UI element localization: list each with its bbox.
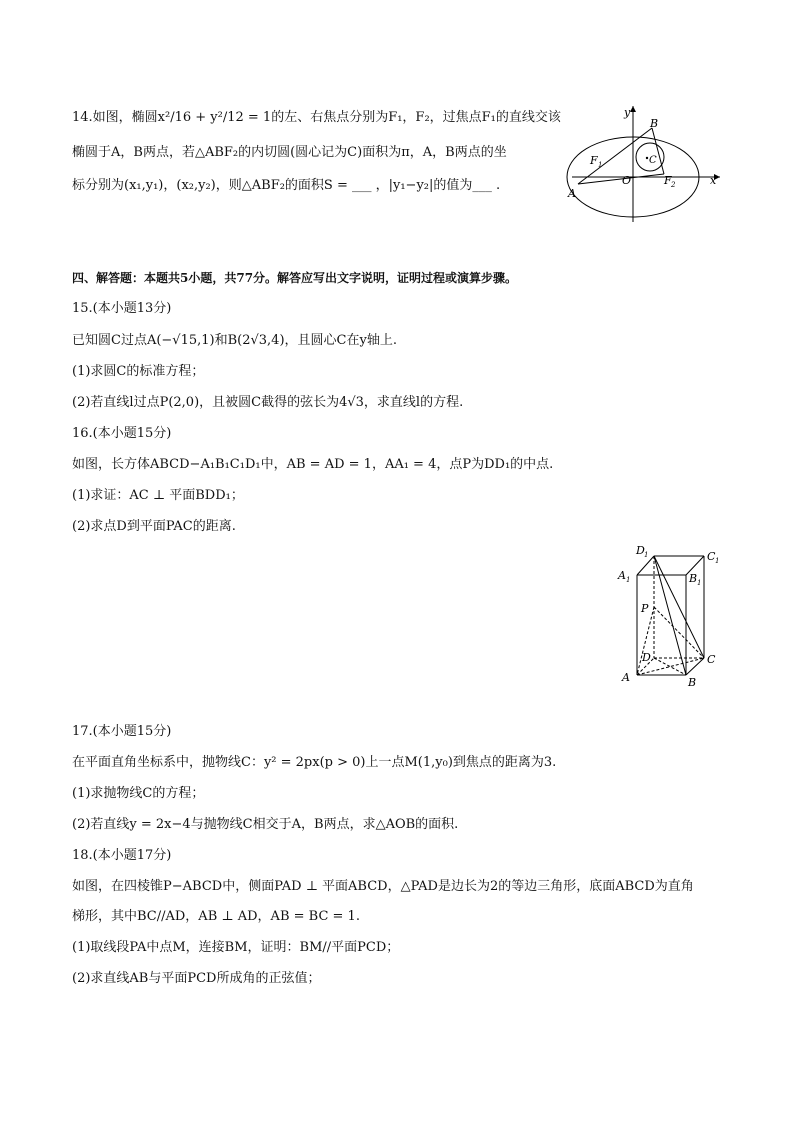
- label-a1-sub: 1: [626, 576, 631, 584]
- label-center-c: C: [649, 155, 657, 166]
- cuboid-figure: [612, 540, 727, 690]
- q17-part-1: (1)求抛物线C的方程；: [72, 786, 205, 801]
- label-p: P: [641, 602, 649, 615]
- ellipse-figure: [560, 100, 730, 225]
- label-d1-sub: 1: [644, 551, 649, 559]
- q15-title: 15.(本小题13分): [72, 301, 172, 316]
- label-c: C: [707, 653, 716, 666]
- label-x-axis: x: [710, 174, 717, 187]
- label-point-b: B: [650, 117, 659, 130]
- q18-stem-line-1: 如图，在四棱锥P−ABCD中，侧面PAD ⊥ 平面ABCD，△PAD是边长为2的等边三角形，底面ABCD为直角: [72, 879, 694, 894]
- q15-part-2: (2)若直线l过点P(2,0)，且被圆C截得的弦长为4√3，求直线l的方程.: [72, 395, 464, 410]
- label-c1-sub: 1: [715, 557, 720, 565]
- label-a: A: [622, 671, 630, 684]
- q18-part-1: (1)取线段PA中点M，连接BM，证明：BM//平面PCD；: [72, 940, 400, 955]
- q14-line-1: 14.如图，椭圆x²/16 + y²/12 = 1的左、右焦点分别为F₁，F₂，过焦点F₁的直线交该: [72, 110, 561, 125]
- label-b1: B: [689, 572, 698, 585]
- label-f2-sub: 2: [671, 181, 676, 189]
- q14-line-3: 标分别为(x₁,y₁)，(x₂,y₂)，则△ABF₂的面积S = ___ ，|y₁−y₂|的值为___ .: [72, 178, 501, 193]
- label-b1-sub: 1: [697, 579, 702, 587]
- q15-part-1: (1)求圆C的标准方程；: [72, 364, 205, 379]
- q16-title: 16.(本小题15分): [72, 426, 172, 441]
- label-d1: D: [636, 544, 645, 557]
- q15-stem: 已知圆C过点A(−√15,1)和B(2√3,4)，且圆心C在y轴上.: [72, 333, 397, 348]
- label-f1-sub: 1: [598, 161, 603, 169]
- label-y-axis: y: [624, 106, 631, 119]
- label-b: B: [688, 676, 697, 689]
- q17-title: 17.(本小题15分): [72, 724, 172, 739]
- label-a1: A: [618, 569, 626, 582]
- label-point-a: A: [568, 187, 576, 200]
- label-d: D: [642, 651, 651, 664]
- q18-stem-line-2: 梯形，其中BC//AD，AB ⊥ AD，AB = BC = 1.: [72, 909, 360, 924]
- label-c1: C: [707, 550, 716, 563]
- q17-stem: 在平面直角坐标系中，抛物线C：y² = 2px(p > 0)上一点M(1,y₀)到焦点的距离为3.: [72, 755, 557, 770]
- q17-part-2: (2)若直线y = 2x−4与抛物线C相交于A，B两点，求△AOB的面积.: [72, 817, 459, 832]
- q18-part-2: (2)求直线AB与平面PCD所成角的正弦值；: [72, 971, 321, 986]
- section-4-heading: 四、解答题：本题共5小题，共77分。解答应写出文字说明，证明过程或演算步骤。: [72, 271, 518, 285]
- q16-stem: 如图，长方体ABCD−A₁B₁C₁D₁中，AB = AD = 1，AA₁ = 4，点P为DD₁的中点.: [72, 457, 554, 472]
- label-origin: O: [622, 174, 632, 187]
- label-f2: F: [664, 174, 672, 187]
- q16-part-2: (2)求点D到平面PAC的距离.: [72, 519, 236, 534]
- q18-title: 18.(本小题17分): [72, 848, 172, 863]
- q14-line-2: 椭圆于A，B两点，若△ABF₂的内切圆(圆心记为C)面积为π，A，B两点的坐: [72, 145, 507, 160]
- label-f1: F: [590, 154, 598, 167]
- q16-part-1: (1)求证：AC ⊥ 平面BDD₁；: [72, 488, 244, 503]
